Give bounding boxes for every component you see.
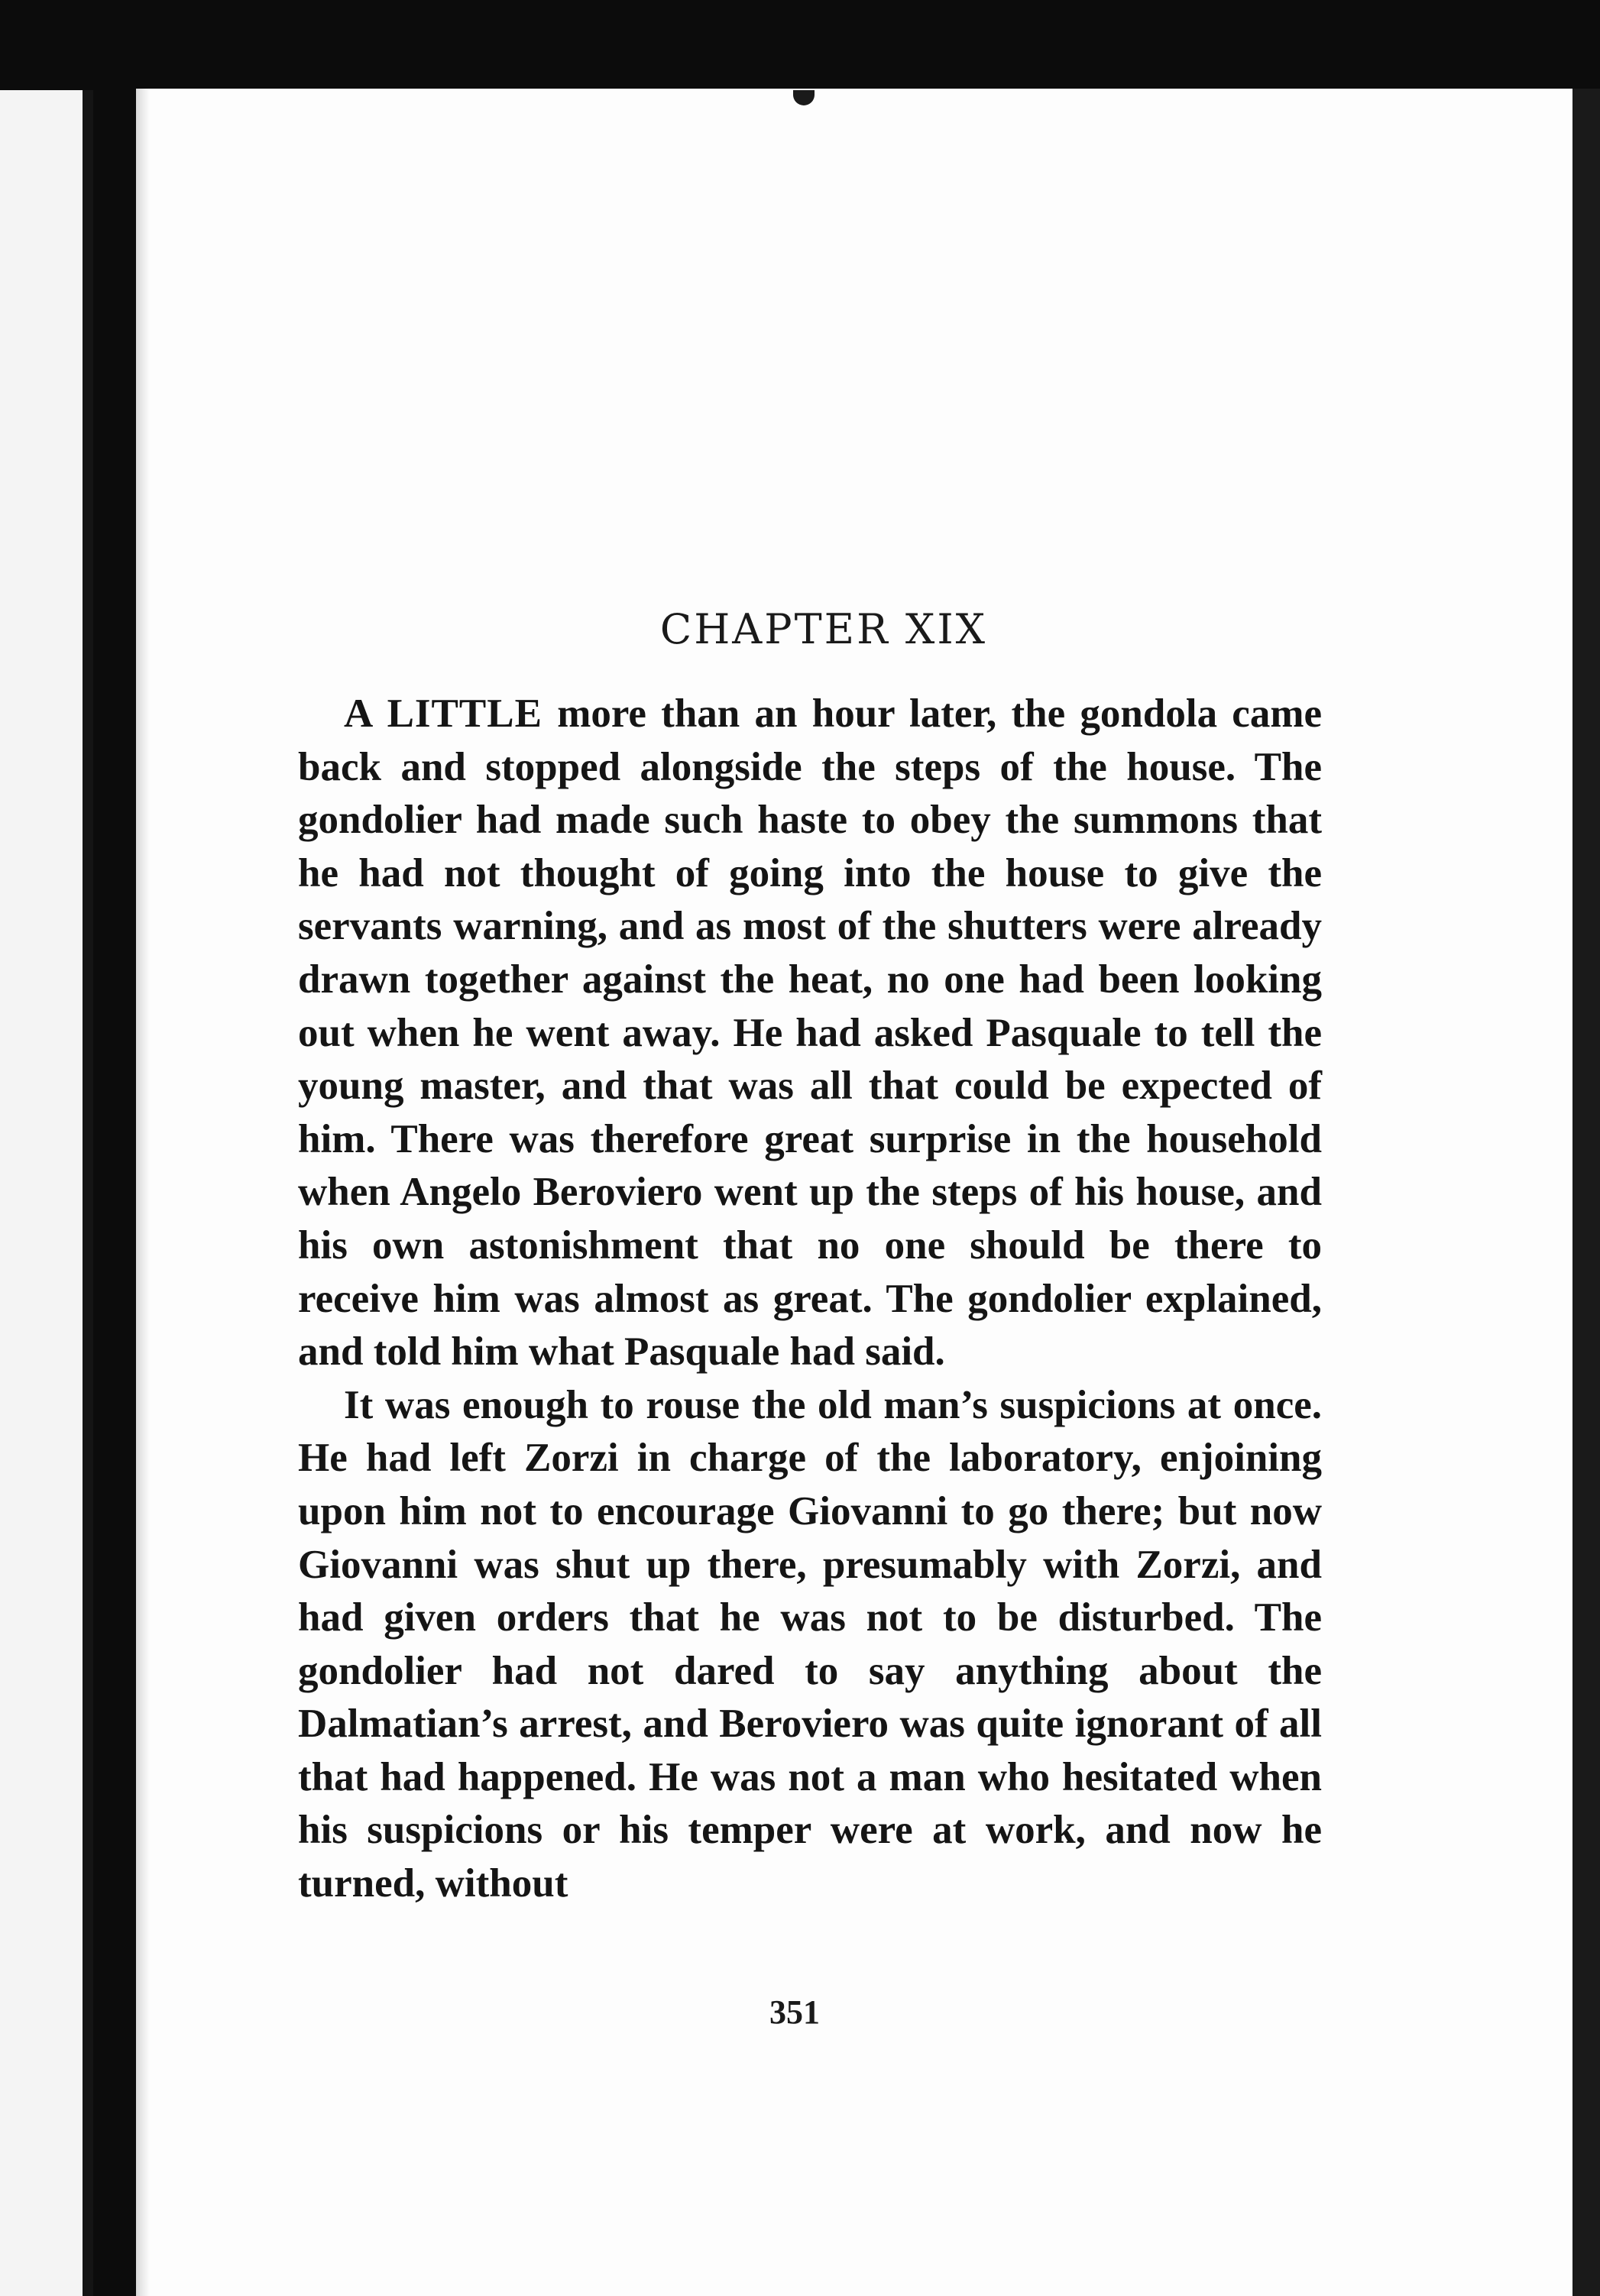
page-inner-shadow: [136, 89, 150, 2296]
chapter-heading: CHAPTER XIX: [659, 605, 988, 653]
opening-words: A LITTLE: [344, 691, 543, 736]
facing-page-edge: [0, 90, 90, 2296]
page-outer-edge: [1572, 89, 1600, 2296]
gutter-shadow: [83, 90, 93, 2296]
chapter-body: [298, 688, 1322, 1911]
page-number: 351: [769, 1993, 820, 2031]
paragraph-2: It was enough to rouse the old man’s suspicions at once. He had left Zorzi in charge of the laboratory, enjoining upon him not to encourage Giovanni to go there; but now Giovanni was shut up there, presumably with Zorzi, and had given orders that he was not to be disturbed. The gondolier had not dared to say anything about the Dalmatian’s arrest, and Beroviero was quite ignorant of all that had happened. He was not a man who hesitated when his suspicions or his temper were at work, and now he turned, without: [298, 1382, 1322, 1906]
paragraph-1-text: more than an hour later, the gondola came back and stopped alongside the steps of the house. The gondolier had made such haste to obey the summons that he had not thought of going into the house to give the servants warning, and as most of the shutters were already drawn together against the heat, no one had been looking out when he went away. He had asked Pasquale to tell the young master, and that was all that could be expected of him. There was therefore great surprise in the household when Angelo Beroviero went up the steps of his house, and his own astonishment that no one should be there to receive him was almost as great. The gondolier explained, and told him what Pasquale had said.: [298, 691, 1322, 1375]
paragraph-1: [298, 688, 1322, 1379]
